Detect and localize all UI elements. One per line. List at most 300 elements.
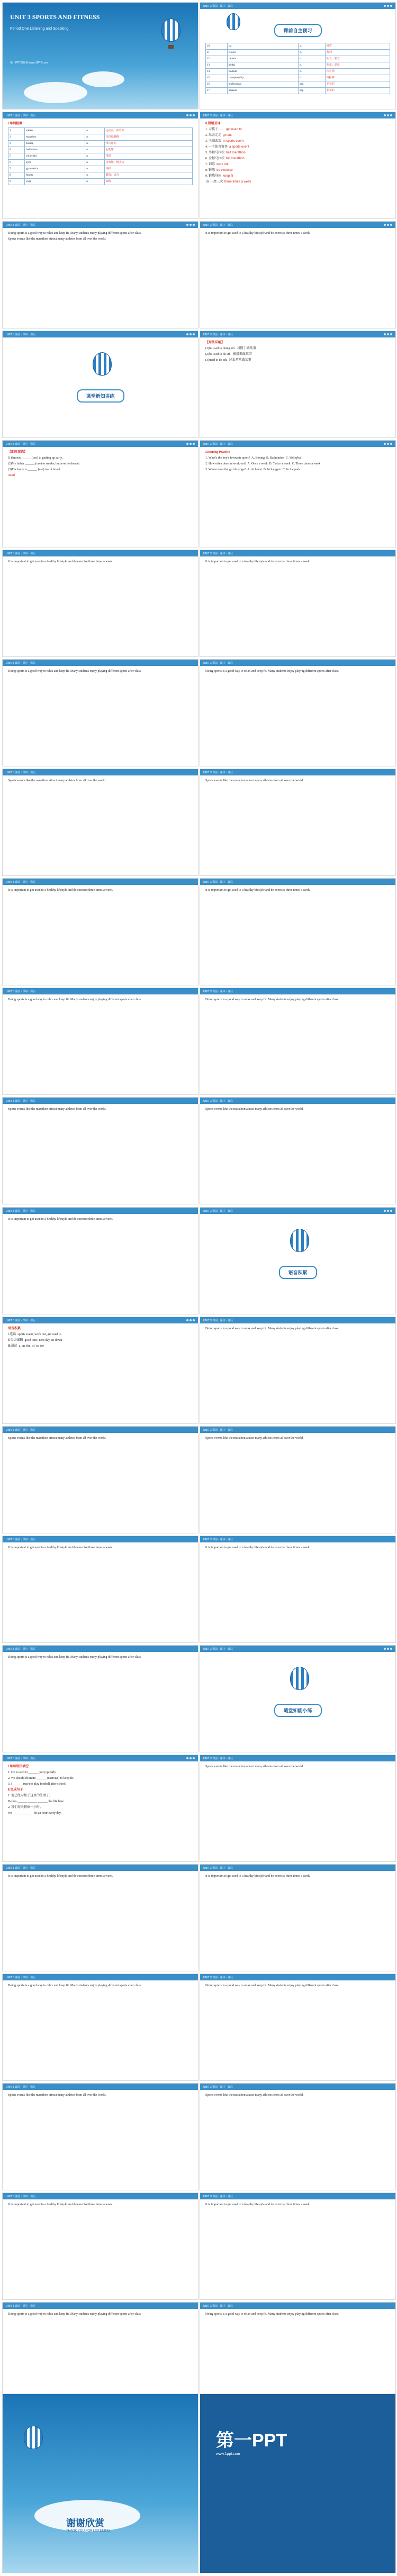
- listening-item: 3. Where does the girl do yoga? A. At home B. In the gym C. In the park: [205, 468, 300, 471]
- slide-header: UNIT 3 课前 · 课中 · 课后: [3, 441, 198, 447]
- listening-item: 2. How often does he work out? A. Once a week B. Twice a week C. Three times a week: [205, 462, 321, 465]
- phrase-list: [205, 127, 390, 185]
- table-cell: n.: [299, 69, 325, 75]
- slide-header: UNIT 3 课前 · 课中 · 课后: [3, 988, 198, 994]
- phrase-cn: 5. 半程马拉松: [205, 151, 227, 154]
- practice-line: 2. 我们每天锻炼一小时。: [8, 1806, 43, 1809]
- table-cell: 3: [8, 141, 25, 147]
- phrase-item: [205, 174, 390, 179]
- text-block-1: [3, 228, 198, 246]
- table-cell: 健康；适合: [104, 172, 192, 179]
- table-cell: n.: [299, 75, 325, 81]
- table-row: [8, 160, 193, 166]
- text-paragraph: It is important to get used to a healthy lifestyle and do exercise three times a week.: [8, 2203, 113, 2206]
- cover-hero: [3, 3, 198, 109]
- table-cell: 7: [8, 166, 25, 172]
- slide-body: [200, 2199, 395, 2212]
- phrase-item: [205, 168, 390, 173]
- text-paragraph: Sports events like the marathon attract many athletes from all over the world.: [8, 779, 106, 782]
- phrase-en: work out: [216, 163, 229, 166]
- text-paragraph: It is important to get used to a healthy lifestyle and do exercise three times a week.: [205, 2203, 311, 2206]
- slide-body: [3, 1214, 198, 1226]
- table-row: [8, 128, 193, 134]
- table-cell: n.: [85, 134, 104, 141]
- phrase-cn: 8. 锻炼: [205, 169, 217, 172]
- content-slide: [200, 1097, 396, 1204]
- practice-line: Ⅰ.单句语法填空: [8, 1765, 29, 1768]
- table-cell: n.: [85, 153, 104, 160]
- table-cell: 17: [206, 88, 228, 94]
- content-slide: [2, 2193, 198, 2300]
- section-title-class: 课堂新知讲练: [76, 389, 124, 403]
- note-line: (2)be used to do sth. 被用来做某事: [205, 353, 252, 356]
- vocab-title: Ⅰ.单词检测: [8, 122, 23, 125]
- class-title-slide: [2, 331, 198, 438]
- listening-slide: [200, 440, 396, 547]
- table-cell: 6: [8, 160, 25, 166]
- practice-line: We ______ ______ for an hour every day.: [8, 1812, 62, 1815]
- phrase-en: a sports event: [229, 145, 249, 149]
- slide-header: UNIT 3 课前 · 课中 · 课后: [3, 879, 198, 885]
- table-cell: 瑜伽: [104, 179, 192, 185]
- slide-header: UNIT 3 课前 · 课中 · 课后: [3, 550, 198, 556]
- text-paragraph: Sports events like the marathon attract many athletes from all over the world.: [205, 2094, 304, 2097]
- table-cell: n.: [85, 128, 104, 134]
- table-row: [206, 43, 390, 50]
- notes-body-1: [200, 337, 395, 367]
- phrase-item: [205, 162, 390, 167]
- note-title: 【即时演练】: [8, 451, 28, 454]
- balloon-icon: [290, 1667, 309, 1690]
- table-cell: 羽毛球: [104, 147, 192, 153]
- text-paragraph: It is important to get used to a healthy lifestyle and do exercise three times a week.: [8, 1546, 113, 1549]
- phrase-en: half marathon: [226, 151, 246, 154]
- practice-slide-1: [2, 440, 198, 547]
- text-paragraph: It is important to get used to a healthy lifestyle and do exercise three times a week.: [205, 1875, 311, 1878]
- balloon-icon: [93, 352, 112, 376]
- table-cell: adj.: [299, 81, 325, 88]
- slide-body: [3, 556, 198, 569]
- slide-header: UNIT 3 课前 · 课中 · 课后: [200, 1208, 395, 1214]
- slide-body: [3, 1980, 198, 1993]
- slide-header: UNIT 3 课前 · 课中 · 课后: [200, 879, 395, 885]
- phrase-cn: 2. 出去走走: [205, 134, 223, 137]
- phrase-cn: 6. 全程马拉松: [205, 157, 227, 160]
- cover-footer: 第一PPT模板网 www.1PPT.com: [10, 61, 48, 65]
- table-cell: boxing: [25, 141, 85, 147]
- balloon-icon: [161, 19, 181, 42]
- text-paragraph: Doing sports is a good way to relax and keep fit. Many students enjoy playing different sports after class.: [8, 1984, 142, 1987]
- cloud-shape: [82, 71, 124, 87]
- slide-header: UNIT 3 课前 · 课中 · 课后: [200, 660, 395, 666]
- slide-header: UNIT 3 课前 · 课中 · 课后: [3, 769, 198, 775]
- table-cell: marathon: [25, 134, 85, 141]
- table-cell: n.: [85, 160, 104, 166]
- content-slide: [200, 1317, 396, 1424]
- slide-body: [200, 885, 395, 897]
- table-cell: 业余的: [325, 88, 390, 94]
- slide-header: UNIT 3 课前 · 课中 · 课后: [200, 222, 395, 228]
- slide-body: [3, 1871, 198, 1883]
- content-slide: [2, 988, 198, 1095]
- slide-header: UNIT 3 课前 · 课中 · 课后: [3, 1974, 198, 1980]
- note-title: 【用法详解】: [205, 341, 225, 344]
- phrase-item: [205, 127, 390, 132]
- table-row: [8, 134, 193, 141]
- slide-header: UNIT 3 课前 · 课中 · 课后: [3, 2084, 198, 2090]
- table-row: [206, 69, 390, 75]
- table-cell: amateur: [227, 88, 299, 94]
- table-cell: n.: [85, 166, 104, 172]
- table-cell: badminton: [25, 147, 85, 153]
- text-paragraph: Doing sports is a good way to relax and keep fit. Many students enjoy playing different sports after class.: [8, 2313, 142, 2316]
- slide-body: [200, 2309, 395, 2321]
- slide-header: UNIT 3 课前 · 课中 · 课后: [3, 1865, 198, 1871]
- table-cell: 13: [206, 62, 228, 69]
- vocab-body: [3, 118, 198, 188]
- slide-header: UNIT 3 课前 · 课中 · 课后: [3, 1317, 198, 1323]
- slide-body: [3, 1542, 198, 1555]
- slide-header: UNIT 3 课前 · 课中 · 课后: [200, 1646, 395, 1652]
- text-slide: [200, 221, 396, 328]
- ppt-logo: 第一PPT: [216, 2431, 287, 2451]
- content-slide: [200, 1426, 396, 1533]
- ppt-site: www.1ppt.com: [216, 2452, 240, 2456]
- text-paragraph: Sports events like the marathon attract many athletes from all over the world.: [205, 1437, 304, 1440]
- homework-title-slide: [200, 1645, 396, 1752]
- slide-body: [3, 885, 198, 897]
- slide-header: UNIT 3 课前 · 课中 · 课后: [200, 3, 395, 9]
- table-cell: gymnastics: [25, 166, 85, 172]
- note-line: (1)be used to doing sth. 习惯于做某事: [205, 347, 256, 350]
- slide-header: UNIT 3 课前 · 课中 · 课后: [200, 2303, 395, 2309]
- slide-body: [200, 1871, 395, 1883]
- slide-header: UNIT 3 课前 · 课中 · 课后: [3, 1098, 198, 1104]
- slide-body: [200, 1323, 395, 1336]
- phrase-cn: 7. 训练: [205, 163, 217, 166]
- phrase-en: full marathon: [226, 157, 245, 160]
- content-slide: [200, 1864, 396, 1971]
- table-cell: 排球: [104, 153, 192, 160]
- phrase-item: [205, 151, 390, 156]
- logo-slide: [200, 2394, 396, 2573]
- slide-body: [3, 2199, 198, 2212]
- slide-body: [200, 775, 395, 788]
- slide-body: [3, 994, 198, 1007]
- slide-body: [200, 1542, 395, 1555]
- answer-text: used: [8, 474, 15, 477]
- slide-header: UNIT 3 课前 · 课中 · 课后: [200, 331, 395, 337]
- slide-header: UNIT 3 课前 · 课中 · 课后: [3, 660, 198, 666]
- content-slide: [2, 769, 198, 876]
- table-row: [206, 75, 390, 81]
- text-paragraph: Doing sports is a good way to relax and keep fit. Many students enjoy playing different sports after class.: [205, 1984, 339, 1987]
- balloon-icon: [290, 1229, 309, 1252]
- table-cell: 16: [206, 81, 228, 88]
- slide-header: UNIT 3 课前 · 课中 · 课后: [200, 1974, 395, 1980]
- slide-body: [200, 1104, 395, 1116]
- speaking-title: 语音积累: [8, 1327, 21, 1330]
- phrase-en: keep fit: [223, 175, 233, 178]
- slide-body: [200, 1433, 395, 1445]
- balloon-icon: [24, 2426, 43, 2449]
- slide-header: UNIT 3 课前 · 课中 · 课后: [3, 1427, 198, 1433]
- practice-line: 1. 他已经习惯于这里的生活了。: [8, 1794, 53, 1797]
- phrases-body: [200, 118, 395, 189]
- content-slide: [200, 878, 396, 985]
- practice-line: 1. He is used to ______ (get) up early.: [8, 1771, 57, 1774]
- text-paragraph: Sports events like the marathon attract many athletes from all over the world.: [8, 237, 106, 241]
- table-cell: 体操: [104, 166, 192, 172]
- table-cell: 体育场: [325, 69, 390, 75]
- phrase-en: do exercise: [216, 169, 233, 172]
- thanks-text: 谢谢欣赏: [66, 2518, 104, 2528]
- note-line: (1)I'm not ______ (use) to getting up early.: [8, 456, 63, 460]
- content-slide: [2, 550, 198, 657]
- notes-slide: [200, 331, 396, 438]
- phrase-cn: 3. 全副武装: [205, 140, 223, 143]
- slide-header: UNIT 3 课前 · 课中 · 课后: [200, 1098, 395, 1104]
- balloon-icon: [227, 13, 240, 30]
- note-line: (2)My father ______ (use) to smoke, but now he doesn't.: [8, 462, 80, 465]
- content-slide: [2, 1645, 198, 1752]
- content-slide: [200, 1755, 396, 1862]
- content-slide: [200, 988, 396, 1095]
- slide-header: UNIT 3 课前 · 课中 · 课后: [3, 1646, 198, 1652]
- content-slide: [2, 659, 198, 766]
- text-paragraph: Doing sports is a good way to relax and keep fit. Many students enjoy playing different sports after class.: [8, 1656, 142, 1659]
- slide-header: UNIT 3 课前 · 课中 · 课后: [3, 222, 198, 228]
- table-cell: n.: [85, 172, 104, 179]
- slide-header: UNIT 3 课前 · 课中 · 课后: [200, 1865, 395, 1871]
- listening-body: [200, 447, 395, 477]
- table-cell: 4: [8, 147, 25, 153]
- phrase-en: in sports event: [223, 140, 244, 143]
- slide-body: [200, 1761, 395, 1774]
- table-cell: 11: [206, 50, 228, 56]
- table-cell: stadium: [227, 69, 299, 75]
- table-row: [206, 88, 390, 94]
- section-title-preview: 课前自主预习: [274, 24, 321, 37]
- text-paragraph: Sports events like the marathon attract many athletes from all over the world.: [8, 1108, 106, 1111]
- speaking-line: Ⅲ.弱读 a, an, the, of, to, for: [8, 1345, 44, 1348]
- text-paragraph: Doing sports is a good way to relax and keep fit. Many students enjoy playing different sports after class.: [205, 670, 339, 673]
- section-title-homework: 随堂知能小练: [274, 1704, 321, 1717]
- content-slide: [200, 2083, 396, 2190]
- text-paragraph: Sports events like the marathon attract many athletes from all over the world.: [205, 1108, 304, 1111]
- text-paragraph: Sports events like the marathon attract many athletes from all over the world.: [8, 2094, 106, 2097]
- table-cell: 15: [206, 75, 228, 81]
- phrase-cn: 9. 锻炼身体: [205, 175, 223, 178]
- thanks-sub: THANK YOU FOR LISTENING: [66, 2529, 110, 2533]
- table-row: [8, 147, 193, 153]
- content-slide: [200, 1536, 396, 1643]
- phrase-item: [205, 180, 390, 185]
- practice-line: 3. I ______ (use) to play football after school.: [8, 1783, 67, 1786]
- table-cell: referee: [227, 50, 299, 56]
- unit-title: UNIT 3 SPORTS AND FITNESS: [10, 13, 100, 21]
- note-line: (3)used to do sth. 过去常常做某事: [205, 359, 251, 362]
- thanks-hero: [3, 2394, 198, 2573]
- table-cell: 运动员；体育家: [104, 128, 192, 134]
- table-row: [8, 166, 193, 172]
- text-paragraph: Doing sports is a good way to relax and keep fit. Many students enjoy playing different sports after class.: [205, 998, 339, 1001]
- slide-header: UNIT 3 课前 · 课中 · 课后: [200, 2084, 395, 2090]
- phrase-item: [205, 145, 390, 150]
- preview-title-slide: [200, 2, 396, 109]
- table-cell: 奖章；勋章: [325, 62, 390, 69]
- speaking-body: [3, 1323, 198, 1353]
- slide-header: UNIT 3 课前 · 课中 · 课后: [200, 2193, 395, 2199]
- content-slide: [2, 1426, 198, 1533]
- text-paragraph: It is important to get used to a healthy lifestyle and do exercise three times a week.: [205, 560, 311, 563]
- table-cell: championship: [227, 75, 299, 81]
- slide-body: [200, 994, 395, 1007]
- table-cell: 滑雪: [325, 43, 390, 50]
- vocab-table-2: [205, 43, 390, 94]
- content-slide: [2, 1974, 198, 2081]
- table-row: [8, 153, 193, 160]
- slide-header: UNIT 3 课前 · 课中 · 课后: [3, 331, 198, 337]
- table-row: [206, 50, 390, 56]
- table-cell: n.: [299, 50, 325, 56]
- table-row: [206, 81, 390, 88]
- vocab-slide: [2, 112, 198, 219]
- table-cell: adj.: [299, 88, 325, 94]
- content-slide: [200, 2193, 396, 2300]
- table-cell: 14: [206, 69, 228, 75]
- table-cell: 8: [8, 172, 25, 179]
- text-paragraph: Doing sports is a good way to relax and keep fit. Many students enjoy playing different sports after class.: [8, 670, 142, 673]
- slide-header: UNIT 3 课前 · 课中 · 课后: [200, 988, 395, 994]
- content-slide: [2, 1536, 198, 1643]
- phrase-item: [205, 157, 390, 161]
- table-cell: 体育馆；健身房: [104, 160, 192, 166]
- text-paragraph: It is important to get used to a healthy lifestyle and do exercise three times a week.: [205, 1546, 311, 1549]
- period-title: Period One Listening and Speaking: [10, 27, 69, 31]
- text-paragraph: Doing sports is a good way to relax and keep fit. Many students enjoy playing different sports after class.: [8, 998, 142, 1001]
- slide-body: [3, 666, 198, 678]
- table-row: [206, 56, 390, 62]
- cover-slide: [2, 2, 198, 109]
- text-paragraph: Doing sports is a good way to relax and keep fit. Many students enjoy playing different sports after class.: [205, 2313, 339, 2316]
- table-row: [206, 62, 390, 69]
- slide-header: UNIT 3 课前 · 课中 · 课后: [200, 1317, 395, 1323]
- listening-title: Listening Practice: [205, 451, 230, 454]
- slide-body: [3, 2090, 198, 2102]
- text-paragraph: Sports events like the marathon attract many athletes from all over the world.: [205, 1765, 304, 1768]
- practice-body: [3, 1761, 198, 1820]
- table-cell: n.: [299, 56, 325, 62]
- speaking-slide: [2, 1317, 198, 1424]
- text-paragraph: It is important to get used to a healthy lifestyle and do exercise three times a week.: [205, 232, 311, 235]
- table-cell: volleyball: [25, 153, 85, 160]
- slide-header: UNIT 3 课前 · 课中 · 课后: [3, 1536, 198, 1542]
- table-cell: captain: [227, 56, 299, 62]
- text-paragraph: It is important to get used to a healthy lifestyle and do exercise three times a week.: [8, 1875, 113, 1878]
- content-slide: [200, 769, 396, 876]
- listening-item: 1. What's the boy's favourite sport? A. Boxing B. Badminton C. Volleyball: [205, 456, 303, 460]
- slide-body: [3, 2309, 198, 2321]
- phrase-item: [205, 139, 390, 144]
- table-cell: fitness: [25, 172, 85, 179]
- speaking-line: Ⅱ.失去爆破 good time, next day, sit down: [8, 1339, 62, 1342]
- table-cell: medal: [227, 62, 299, 69]
- cloud-shape: [24, 82, 87, 103]
- table-cell: n.: [85, 179, 104, 185]
- table-row: [8, 179, 193, 185]
- table-cell: n.: [85, 147, 104, 153]
- table-cell: v.: [299, 43, 325, 50]
- slide-body: [200, 556, 395, 569]
- phrase-item: [205, 133, 390, 138]
- phrase-cn: 1. 习惯于……: [205, 128, 227, 131]
- content-slide: [2, 1207, 198, 1314]
- slide-header: UNIT 3 课前 · 课中 · 课后: [200, 550, 395, 556]
- speaking-title-slide: [200, 1207, 396, 1314]
- text-paragraph: Sports events like the marathon attract many athletes from all over the world.: [8, 1437, 106, 1440]
- text-paragraph: It is important to get used to a healthy lifestyle and do exercise three times a week.: [8, 1218, 113, 1221]
- table-cell: 12: [206, 56, 228, 62]
- slide-header: UNIT 3 课前 · 课中 · 课后: [200, 1755, 395, 1761]
- table-row: [8, 172, 193, 179]
- thanks-slide: [2, 2394, 198, 2573]
- content-slide: [2, 1097, 198, 1204]
- phrases-slide: [200, 112, 396, 219]
- slide-header: UNIT 3 课前 · 课中 · 课后: [3, 1208, 198, 1214]
- practice-line: 2. We should do more ______ (exercise) to keep fit.: [8, 1777, 74, 1780]
- slide-header: UNIT 3 课前 · 课中 · 课后: [3, 112, 198, 118]
- text-paragraph: Sports events like the marathon attract many athletes from all over the world.: [205, 779, 304, 782]
- text-paragraph: Doing sports is a good way to relax and keep fit. Many students enjoy playing different sports after class.: [8, 232, 142, 235]
- slide-body: [200, 1980, 395, 1993]
- table-cell: gym: [25, 160, 85, 166]
- text-paragraph: It is important to get used to a healthy lifestyle and do exercise three times a week.: [8, 889, 113, 892]
- table-cell: 9: [8, 179, 25, 185]
- content-slide: [2, 1864, 198, 1971]
- content-slide: [200, 550, 396, 657]
- slide-header: UNIT 3 课前 · 课中 · 课后: [3, 2193, 198, 2199]
- slide-body: [3, 775, 198, 788]
- table-cell: professional: [227, 81, 299, 88]
- vocab-table2-block: [200, 40, 395, 97]
- table-cell: 1: [8, 128, 25, 134]
- vocab-table-1: [8, 127, 193, 185]
- slide-header: UNIT 3 课前 · 课中 · 课后: [3, 2303, 198, 2309]
- practice-slide-2: [2, 1755, 198, 1862]
- table-cell: 2: [8, 134, 25, 141]
- table-cell: 专业的: [325, 81, 390, 88]
- section-title-speaking: 语音积累: [278, 1266, 317, 1279]
- table-cell: 10: [206, 43, 228, 50]
- table-cell: athlete: [25, 128, 85, 134]
- slide-header: UNIT 3 课前 · 课中 · 课后: [200, 1536, 395, 1542]
- slide-body: [200, 666, 395, 678]
- content-slide: [200, 659, 396, 766]
- text-block-2: [200, 228, 395, 240]
- phrases-slide-2: [2, 221, 198, 328]
- slide-header: UNIT 3 课前 · 课中 · 课后: [200, 769, 395, 775]
- notes-body-2: [3, 447, 198, 482]
- speaking-line: Ⅰ.连读 sports event, work out, get used to: [8, 1333, 61, 1336]
- note-line: (3)The knife is ______ (use) to cut bread.: [8, 468, 61, 471]
- phrase-cn: 4. 一个体育赛事: [205, 145, 230, 149]
- table-cell: yoga: [25, 179, 85, 185]
- phrase-cn: 10. 一周三次: [205, 180, 225, 184]
- slide-body: [200, 2090, 395, 2102]
- slide-header: UNIT 3 课前 · 课中 · 课后: [200, 112, 395, 118]
- table-cell: 队长；船长: [325, 56, 390, 62]
